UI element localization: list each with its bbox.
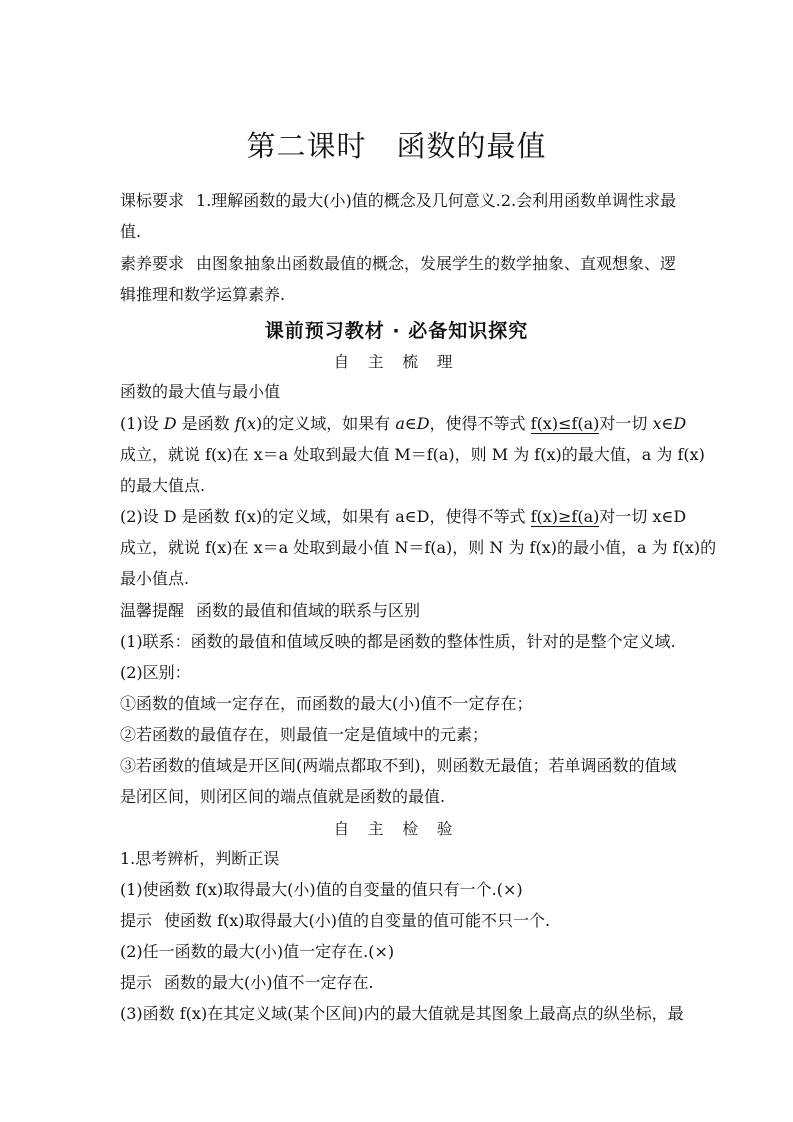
- hint1-label: 提示: [120, 911, 153, 930]
- statement2: (2)任一函数的最大(小)值一定存在.(×): [120, 942, 395, 961]
- tip-point2: (2)区别：: [120, 663, 191, 682]
- hint2-label: 提示: [120, 973, 153, 992]
- literacy-requirement-line2: 辑推理和数学运算素养.: [120, 285, 286, 304]
- curriculum-label: 课标要求: [120, 191, 185, 210]
- hint1: 提示 使函数 f(x)取得最大(小)值的自变量的值可能不只一个.: [120, 911, 551, 930]
- statement1: (1)使函数 f(x)取得最大(小)值的自变量的值只有一个.(×): [120, 880, 523, 899]
- max-inequality: f(x)≤f(a): [530, 414, 600, 433]
- question1: 1.思考辨析，判断正误: [120, 849, 280, 868]
- hint2: 提示 函数的最大(小)值不一定存在.: [120, 973, 374, 992]
- statement3: (3)函数 f(x)在其定义域(某个区间)内的最大值就是其图象上最高点的纵坐标，最: [120, 1004, 684, 1023]
- max-definition-line3: 的最大值点.: [120, 476, 206, 495]
- tip-point1: (1)联系：函数的最值和值域反映的都是函数的整体性质，针对的是整个定义域.: [120, 632, 676, 651]
- literacy-label: 素养要求: [120, 254, 185, 273]
- literacy-requirement-line1: 素养要求 由图象抽象出函数最值的概念，发展学生的数学抽象、直观想象、逻: [120, 254, 677, 273]
- min-definition-line1: (2)设 D 是函数 f(x)的定义域，如果有 a∈D，使得不等式 f(x)≥f(a)对一切 x∈D: [120, 507, 687, 526]
- max-definition-line1: (1)设 D 是函数 f(x)的定义域，如果有 a∈D，使得不等式 f(x)≤f(a)对一切 x∈D: [120, 414, 687, 433]
- self-check-heading: 自 主 检 验: [333, 820, 460, 838]
- min-inequality: f(x)≥f(a): [530, 507, 600, 526]
- tip-point5-line1: ③若函数的值域是开区间(两端点都取不到)，则函数无最值；若单调函数的值域: [120, 756, 677, 775]
- tip-label: 温馨提醒: [120, 601, 185, 620]
- tip-point3: ①函数的值域一定存在，而函数的最大(小)值不一定存在；: [120, 694, 533, 713]
- min-definition-line2: 成立，就说 f(x)在 x＝a 处取到最小值 N＝f(a)，则 N 为 f(x)的最小值，a 为 f(x)的: [120, 538, 717, 557]
- topic-heading: 函数的最大值与最小值: [120, 382, 281, 401]
- max-definition-line2: 成立，就说 f(x)在 x＝a 处取到最大值 M＝f(a)，则 M 为 f(x)的最大值，a 为 f(x): [120, 445, 705, 464]
- curriculum-requirement-line1: 课标要求 1.理解函数的最大(小)值的概念及几何意义.2.会利用函数单调性求最: [120, 191, 677, 210]
- self-review-heading: 自 主 梳 理: [333, 353, 460, 371]
- tip-point4: ②若函数的最值存在，则最值一定是值域中的元素；: [120, 725, 489, 744]
- tip-point5-line2: 是闭区间，则闭区间的端点值就是函数的最值.: [120, 787, 446, 806]
- min-definition-line3: 最小值点.: [120, 569, 190, 588]
- curriculum-requirement-line2: 值.: [120, 222, 142, 241]
- page-title: 第二课时 函数的最值: [246, 129, 547, 163]
- section-title: 课前预习教材 · 必备知识探究: [264, 320, 529, 342]
- tip-heading: 温馨提醒 函数的最值和值域的联系与区别: [120, 601, 421, 620]
